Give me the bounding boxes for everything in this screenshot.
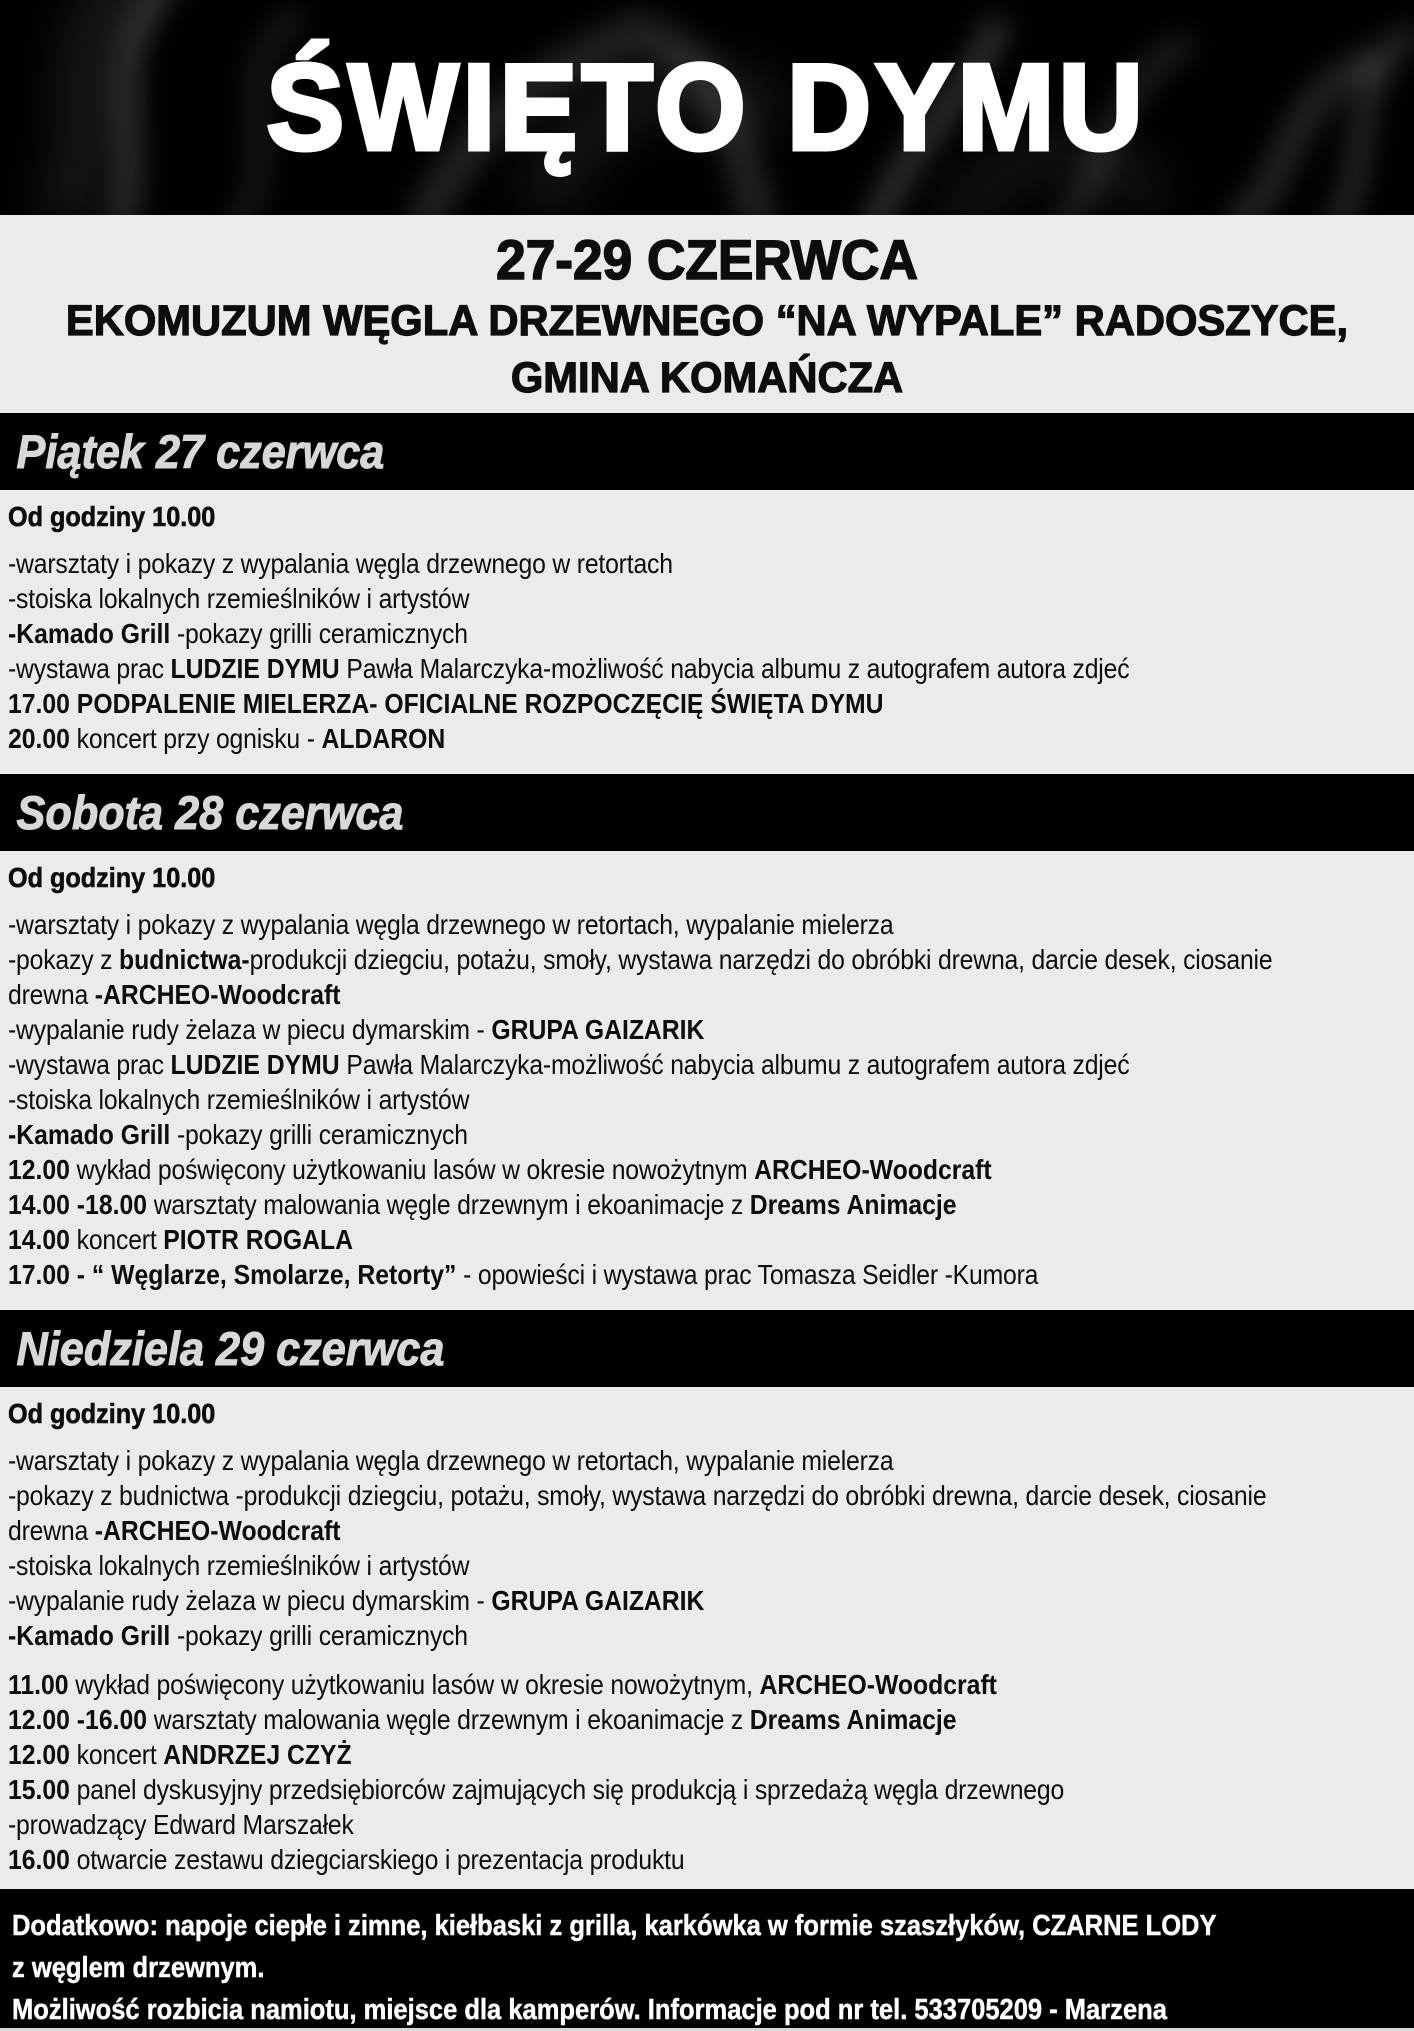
schedule-text-bold: 14.00 -18.00 <box>8 1189 147 1220</box>
schedule-line <box>8 1618 1273 1653</box>
schedule-text: otwarcie zestawu dziegciarskiego i prezentacja produktu <box>69 1844 685 1875</box>
schedule-text-bold: 11.00 <box>8 1669 69 1700</box>
schedule-line <box>8 1443 1273 1478</box>
schedule-text: - opowieści i wystawa prac Tomasza Seidler -Kumora <box>456 1259 1039 1290</box>
schedule-text: Pawła Malarczyka-możliwość nabycia albumu z autografem autora zdjeć <box>339 1049 1130 1080</box>
schedule-text: drewna <box>8 979 95 1010</box>
schedule-line <box>8 1667 1273 1702</box>
schedule-text: -prowadzący Edward Marszałek <box>8 1809 354 1840</box>
schedule-text-bold: 17.00 - “ Węglarze, Smolarze, Retorty” <box>8 1259 457 1290</box>
schedule-text-bold: budnictwa- <box>118 944 250 975</box>
schedule-line <box>8 1548 1273 1583</box>
schedule-text-bold: Dreams Animacje <box>749 1189 957 1220</box>
day-heading-bar <box>0 413 1414 490</box>
schedule-text: -pokazy z <box>8 944 119 975</box>
schedule-line <box>8 1152 1273 1187</box>
schedule-text: warsztaty malowania węgle drzewnym i ekoanimacje z <box>146 1704 750 1735</box>
schedule-text-bold: -Kamado Grill <box>8 1119 171 1150</box>
schedule-text: Pawła Malarczyka-możliwość nabycia albumu z autografem autora zdjeć <box>339 653 1130 684</box>
schedule-text: -warsztaty i pokazy z wypalania węgla drzewnego w retortach, wypalanie mielerza <box>8 1445 894 1476</box>
schedule-text-bold: -Kamado Grill <box>8 618 171 649</box>
schedule-line <box>8 1047 1273 1082</box>
schedule-text-bold: 17.00 PODPALENIE MIELERZA- OFICIALNE ROZPOCZĘCIĘ ŚWIĘTA DYMU <box>8 688 884 719</box>
schedule-text-bold: ARCHEO-Woodcraft <box>759 1669 997 1700</box>
schedule-text-bold: LUDZIE DYMU <box>170 653 340 684</box>
schedule-text-bold: LUDZIE DYMU <box>170 1049 340 1080</box>
event-dates: 27-29 CZERWCA <box>496 228 918 291</box>
day-schedule <box>0 490 1414 768</box>
schedule-text: -pokazy grilli ceramicznych <box>170 1620 468 1651</box>
schedule <box>0 407 1414 1889</box>
schedule-text: -wystawa prac <box>8 1049 171 1080</box>
day-schedule <box>0 1387 1414 1889</box>
day-heading: Niedziela 29 czerwca <box>16 1322 445 1375</box>
start-time-note: Od godziny 10.00 <box>8 501 216 532</box>
schedule-text-bold: 12.00 -16.00 <box>8 1704 147 1735</box>
schedule-text: koncert przy ognisku - <box>69 723 322 754</box>
schedule-line <box>8 1772 1273 1807</box>
schedule-line <box>8 1117 1273 1152</box>
footer-line: Możliwość rozbicia namiotu, miejsce dla kamperów. Informacje pod nr tel. 533705209 - Marzena <box>12 1994 1167 2026</box>
schedule-text: -stoiska lokalnych rzemieślników i artystów <box>8 583 470 614</box>
schedule-line <box>8 977 1273 1012</box>
schedule-text-bold: ANDRZEJ CZYŻ <box>163 1739 352 1770</box>
day-heading-bar <box>0 774 1414 851</box>
schedule-line <box>8 686 1273 721</box>
start-time-note: Od godziny 10.00 <box>8 862 216 893</box>
schedule-text: -wypalanie rudy żelaza w piecu dymarskim - <box>8 1014 492 1045</box>
schedule-line <box>8 1478 1273 1513</box>
day-heading: Piątek 27 czerwca <box>16 425 385 478</box>
schedule-line <box>8 721 1273 756</box>
schedule-text: warsztaty malowania węgle drzewnym i ekoanimacje z <box>146 1189 750 1220</box>
schedule-text-bold: -Kamado Grill <box>8 1620 171 1651</box>
schedule-line <box>8 546 1273 581</box>
schedule-line <box>8 616 1273 651</box>
schedule-text-bold: 20.00 <box>8 723 70 754</box>
schedule-text: koncert <box>69 1224 164 1255</box>
schedule-line <box>8 1737 1273 1772</box>
schedule-line <box>8 651 1273 686</box>
schedule-line <box>8 1842 1273 1877</box>
schedule-line <box>8 1012 1273 1047</box>
schedule-text: -stoiska lokalnych rzemieślników i artystów <box>8 1550 470 1581</box>
day-section-friday <box>0 413 1414 768</box>
schedule-line <box>8 1583 1273 1618</box>
schedule-line <box>8 581 1273 616</box>
schedule-line <box>8 1222 1273 1257</box>
schedule-text-bold: PIOTR ROGALA <box>163 1224 354 1255</box>
footer-line: z węglem drzewnym. <box>12 1952 265 1984</box>
day-schedule <box>0 851 1414 1304</box>
schedule-text-bold: -ARCHEO-Woodcraft <box>94 979 341 1010</box>
schedule-text: -pokazy grilli ceramicznych <box>170 618 468 649</box>
event-info <box>0 215 1414 407</box>
schedule-line <box>8 1702 1273 1737</box>
footer-line: Dodatkowo: napoje ciepłe i zimne, kiełbaski z grilla, karkówka w formie szaszłyków, CZARNE LODY <box>12 1910 1217 1942</box>
schedule-text-bold: 12.00 <box>8 1154 70 1185</box>
schedule-text: -wystawa prac <box>8 653 171 684</box>
schedule-line <box>8 1082 1273 1117</box>
schedule-text-bold: 12.00 <box>8 1739 70 1770</box>
schedule-text-bold: GRUPA GAIZARIK <box>491 1014 705 1045</box>
schedule-text: -wypalanie rudy żelaza w piecu dymarskim - <box>8 1585 492 1616</box>
day-heading-bar <box>0 1310 1414 1387</box>
schedule-text: koncert <box>69 1739 164 1770</box>
schedule-text-bold: ARCHEO-Woodcraft <box>754 1154 992 1185</box>
schedule-line <box>8 1257 1273 1292</box>
schedule-text: -stoiska lokalnych rzemieślników i artystów <box>8 1084 470 1115</box>
start-time-note: Od godziny 10.00 <box>8 1398 216 1429</box>
poster-header <box>0 0 1414 215</box>
schedule-line <box>8 1807 1273 1842</box>
schedule-line <box>8 907 1273 942</box>
day-section-sunday <box>0 1310 1414 1889</box>
schedule-text-bold: -ARCHEO-Woodcraft <box>94 1515 341 1546</box>
event-venue-line-1: EKOMUZUM WĘGLA DRZEWNEGO “NA WYPALE” RADOSZYCE, <box>65 297 1349 345</box>
schedule-line <box>8 1513 1273 1548</box>
schedule-text-bold: 14.00 <box>8 1224 70 1255</box>
schedule-text: -warsztaty i pokazy z wypalania węgla drzewnego w retortach <box>8 548 673 579</box>
schedule-text: produkcji dziegciu, potażu, smoły, wystawa narzędzi do obróbki drewna, darcie desek, ciosanie <box>249 944 1273 975</box>
schedule-text-bold: GRUPA GAIZARIK <box>491 1585 705 1616</box>
schedule-text-bold: ALDARON <box>321 723 446 754</box>
schedule-line <box>8 1187 1273 1222</box>
schedule-text: panel dyskusyjny przedsiębiorców zajmujących się produkcją i sprzedażą węgla drzewnego <box>69 1774 1065 1805</box>
schedule-text: drewna <box>8 1515 95 1546</box>
schedule-text-bold: Dreams Animacje <box>749 1704 957 1735</box>
poster-footer <box>0 1889 1414 2031</box>
poster-title: ŚWIĘTO DYMU <box>266 39 1148 175</box>
event-venue-line-2: GMINA KOMAŃCZA <box>510 354 904 402</box>
schedule-text: -pokazy grilli ceramicznych <box>170 1119 468 1150</box>
schedule-line <box>8 942 1273 977</box>
day-heading: Sobota 28 czerwca <box>16 786 404 839</box>
schedule-text: wykład poświęcony użytkowaniu lasów w okresie nowożytnym <box>69 1154 755 1185</box>
schedule-text-bold: 15.00 <box>8 1774 70 1805</box>
schedule-text: wykład poświęcony użytkowaniu lasów w okresie nowożytnym, <box>68 1669 760 1700</box>
schedule-text: -warsztaty i pokazy z wypalania węgla drzewnego w retortach, wypalanie mielerza <box>8 909 894 940</box>
schedule-text: -pokazy z budnictwa -produkcji dziegciu, potażu, smoły, wystawa narzędzi do obróbki drewna, darcie desek, ciosanie <box>8 1480 1267 1511</box>
day-section-saturday <box>0 774 1414 1304</box>
schedule-text-bold: 16.00 <box>8 1844 70 1875</box>
